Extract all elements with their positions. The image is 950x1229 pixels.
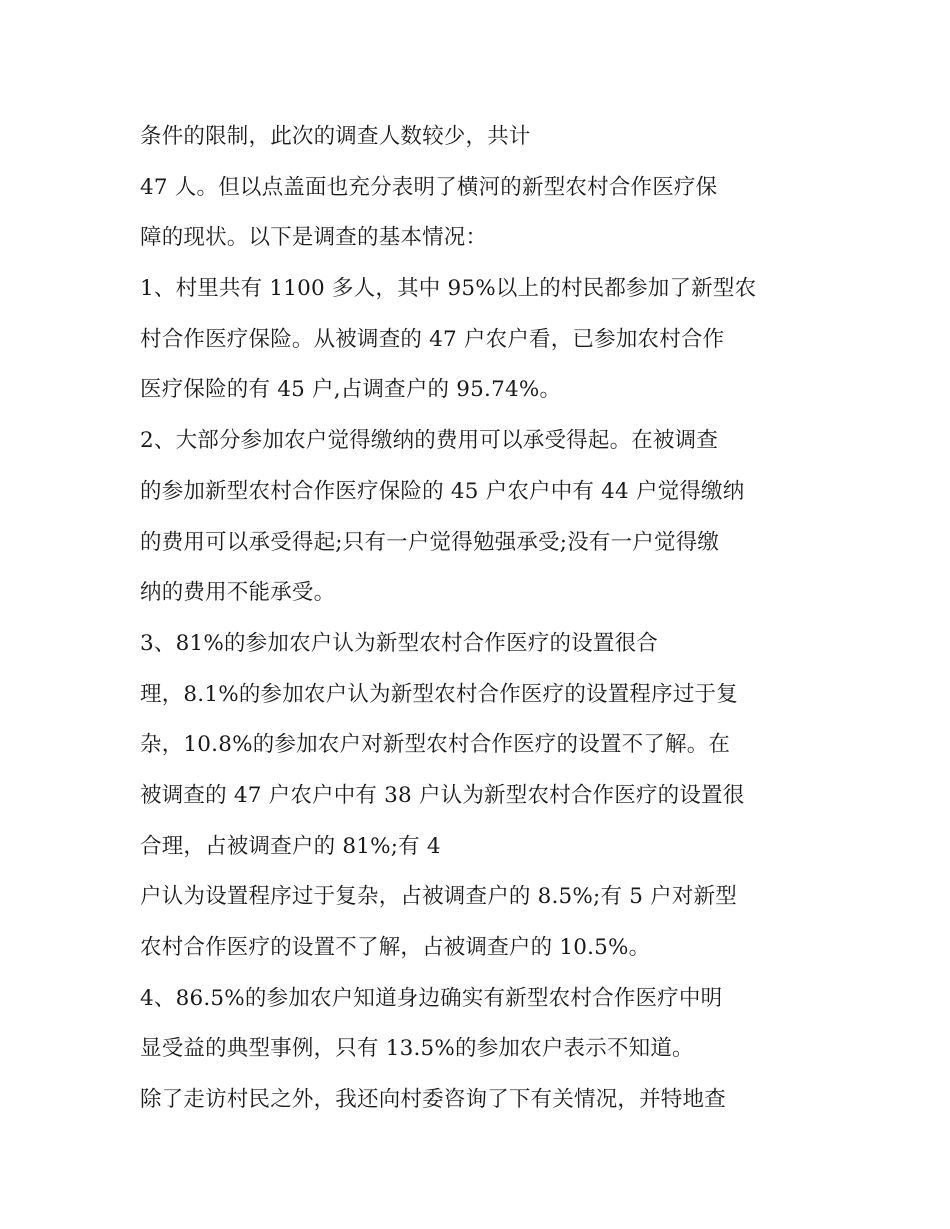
text-line: 杂，10.8%的参加农户对新型农村合作医疗的设置不了解。在	[140, 732, 731, 758]
text-line: 农村合作医疗的设置不了解，占被调查户的 10.5%。	[140, 935, 651, 960]
text-line: 被调查的 47 户农户中有 38 户认为新型农村合作医疗的设置很	[140, 782, 745, 808]
text-line: 医疗保险的有 45 户,占调查户的 95.74%。	[140, 377, 562, 403]
text-line: 1、村里共有 1100 多人，其中 95%以上的村民都参加了新型农	[140, 276, 757, 302]
text-line: 显受益的典型事例，只有 13.5%的参加农户表示不知道。	[140, 1036, 694, 1062]
text-line: 除了走访村民之外，我还向村委咨询了下有关情况，并特地查	[140, 1087, 726, 1113]
text-line: 47 人。但以点盖面也充分表明了横河的新型农村合作医疗保	[140, 174, 718, 200]
text-line: 理，8.1%的参加农户认为新型农村合作医疗的设置程序过于复	[140, 681, 738, 707]
text-line: 合理，占被调查户的 81%;有 4	[140, 833, 441, 859]
text-line: 条件的限制，此次的调查人数较少，共计	[140, 124, 531, 149]
text-line: 纳的费用不能承受。	[140, 580, 336, 606]
text-line: 村合作医疗保险。从被调查的 47 户农户看，已参加农村合作	[140, 326, 725, 352]
text-line: 4、86.5%的参加农户知道身边确实有新型农村合作医疗中明	[140, 985, 723, 1011]
text-line: 障的现状。以下是调查的基本情况：	[140, 225, 488, 251]
text-line: 2、大部分参加农户觉得缴纳的费用可以承受得起。在被调查	[140, 428, 719, 454]
text-line: 的参加新型农村合作医疗保险的 45 户农户中有 44 户觉得缴纳	[140, 478, 745, 504]
text-line: 3、81%的参加农户认为新型农村合作医疗的设置很合	[140, 630, 658, 656]
text-line: 的费用可以承受得起;只有一户觉得勉强承受;没有一户觉得缴	[140, 529, 720, 555]
body-text	[140, 112, 820, 1126]
text-line: 户认为设置程序过于复杂，占被调查户的 8.5%;有 5 户对新型	[140, 884, 737, 910]
